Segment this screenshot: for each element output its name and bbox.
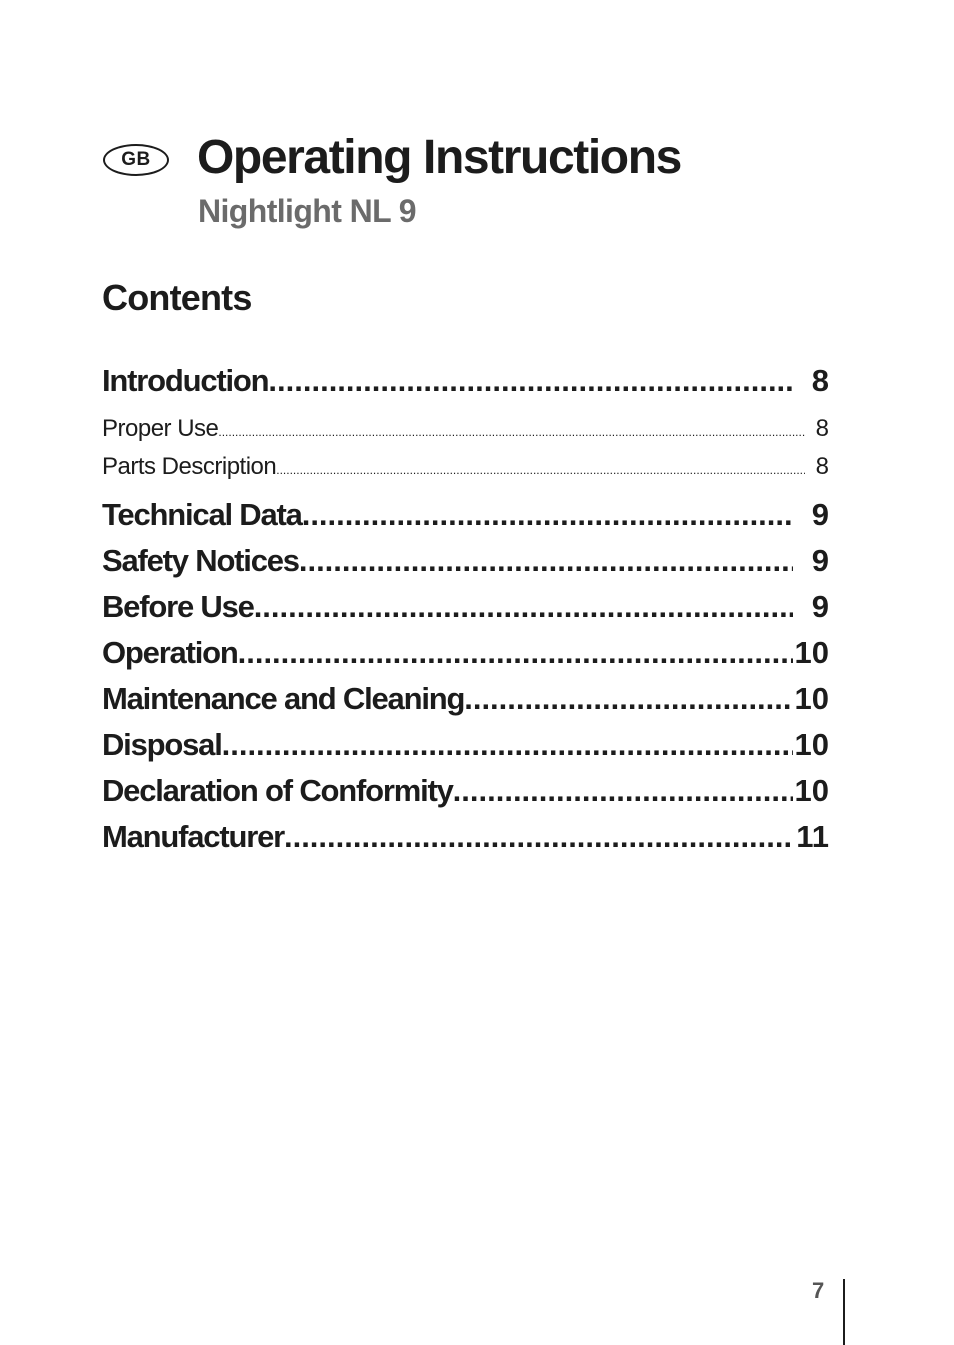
- toc-entry-page: 9: [811, 497, 829, 532]
- toc-leader-dots: [218, 413, 805, 448]
- product-subtitle: Nightlight NL 9: [198, 193, 416, 229]
- toc-entry-label: Technical Data: [102, 497, 302, 532]
- page-number: 7: [812, 1278, 825, 1303]
- page-edge-rule: [843, 1279, 845, 1345]
- toc-entry-label: Introduction: [102, 363, 269, 398]
- language-badge-gb: GB: [103, 144, 169, 176]
- toc-entry-maintenance-and-cleaning[interactable]: [102, 676, 829, 722]
- toc-entry-label: Manufacturer: [102, 819, 284, 854]
- toc-leader-dots: [254, 584, 793, 630]
- contents-heading: Contents: [102, 277, 252, 318]
- toc-entry-page: 10: [794, 773, 829, 808]
- toc-leader-dots: [238, 630, 793, 676]
- document-title: Operating Instructions: [197, 131, 681, 184]
- toc-entry-page: 10: [794, 727, 829, 762]
- toc-entry-label: Parts Description: [102, 453, 277, 480]
- toc-leader-dots: [299, 538, 793, 584]
- toc-entry-label: Operation: [102, 635, 238, 670]
- toc-entry-label: Proper Use: [102, 415, 219, 442]
- toc-leader-dots: [276, 451, 805, 486]
- toc-entry-page: 9: [811, 543, 829, 578]
- toc-entry-label: Maintenance and Cleaning: [102, 681, 465, 716]
- toc-entry-manufacturer[interactable]: [102, 814, 829, 860]
- toc-entry-operation[interactable]: [102, 630, 829, 676]
- toc-entry-declaration-of-conformity[interactable]: [102, 768, 829, 814]
- toc-leader-dots: [464, 676, 793, 722]
- toc-entry-disposal[interactable]: [102, 722, 829, 768]
- toc-entry-proper-use[interactable]: [102, 410, 829, 448]
- table-of-contents: [102, 358, 829, 860]
- toc-leader-dots: [302, 492, 793, 538]
- toc-entry-page: 8: [815, 415, 829, 442]
- toc-entry-page: 10: [794, 635, 829, 670]
- toc-entry-before-use[interactable]: [102, 584, 829, 630]
- toc-entry-safety-notices[interactable]: [102, 538, 829, 584]
- toc-entry-label: Disposal: [102, 727, 222, 762]
- toc-entry-label: Before Use: [102, 589, 254, 624]
- toc-entry-page: 9: [811, 589, 829, 624]
- toc-entry-page: 11: [796, 819, 829, 854]
- toc-entry-parts-description[interactable]: [102, 448, 829, 486]
- toc-entry-page: 10: [794, 681, 829, 716]
- toc-entry-technical-data[interactable]: [102, 492, 829, 538]
- toc-entry-page: 8: [811, 363, 829, 398]
- toc-entry-introduction[interactable]: [102, 358, 829, 404]
- toc-entry-label: Safety Notices: [102, 543, 299, 578]
- toc-entry-label: Declaration of Conformity: [102, 773, 453, 808]
- toc-leader-dots: [268, 358, 793, 404]
- toc-entry-page: 8: [815, 453, 829, 480]
- toc-leader-dots: [222, 722, 793, 768]
- toc-leader-dots: [453, 768, 793, 814]
- toc-leader-dots: [284, 814, 793, 860]
